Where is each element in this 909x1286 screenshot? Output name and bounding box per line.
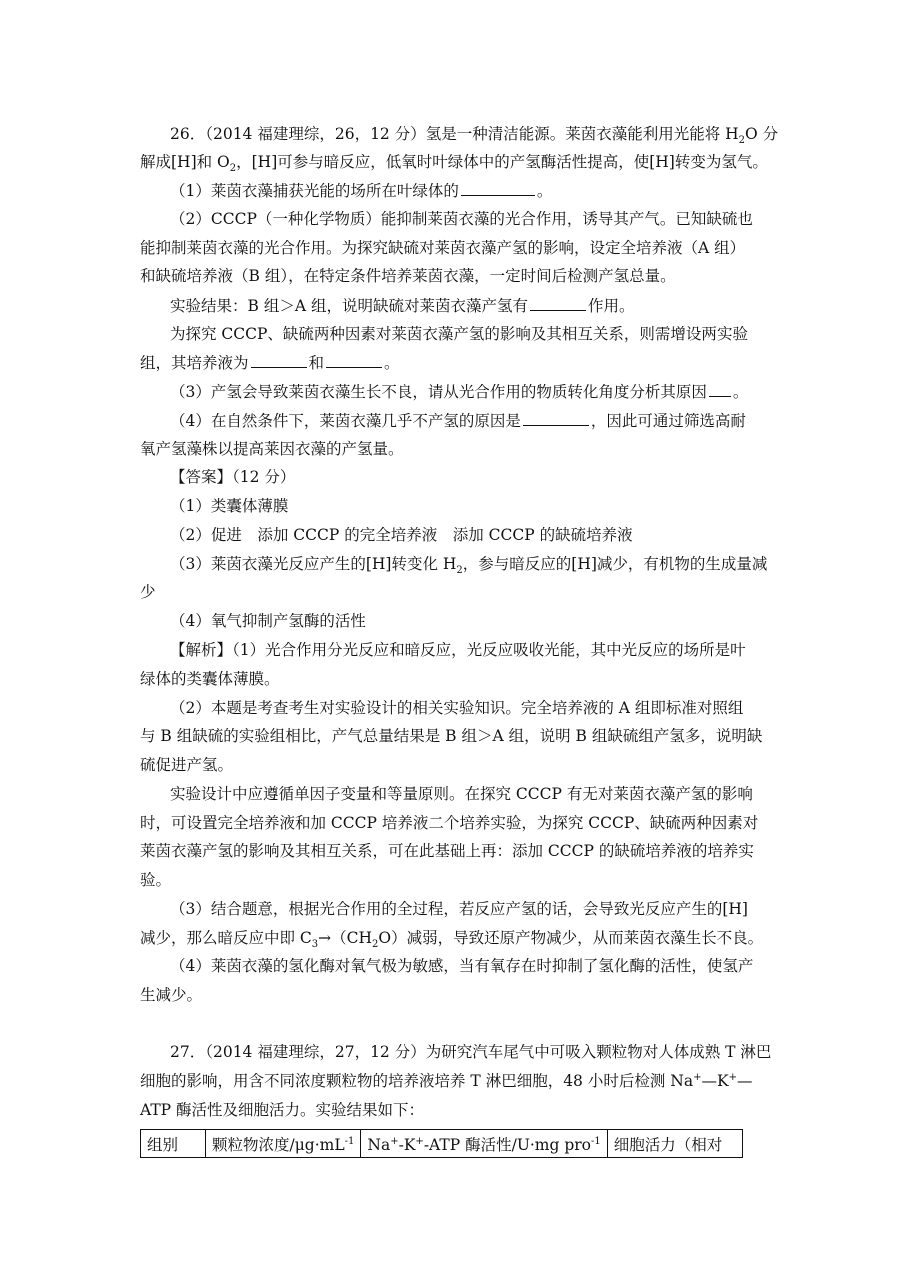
answer-3	[170, 554, 768, 577]
analysis-line-6: 实验设计中应遵循单因子变量和等量原则。在探究 CCCP 有无对莱茵衣藻产氢的影响	[170, 785, 753, 803]
q26-line-8: 为探究 CCCP、缺硫两种因素对莱茵衣藻产氢的影响及其相互关系，则需增设两实验	[170, 325, 748, 343]
text: O）减弱，导致还原产物减少，从而莱茵衣藻生长不良。	[378, 929, 764, 947]
answer-2: （2）促进 添加 CCCP 的完全培养液 添加 CCCP 的缺硫培养液	[170, 526, 633, 544]
answer-blank[interactable]	[523, 410, 589, 426]
text: O 分	[745, 125, 779, 143]
analysis-line-11	[140, 928, 764, 951]
q26-line-5: 能抑制莱茵衣藻的光合作用。为探究缺硫对莱茵衣藻产氢的影响，设定全培养液（A 组）	[140, 239, 746, 257]
text: 作用。	[587, 297, 635, 315]
text: （3）产氢会导致莱茵衣藻生长不良，请从光合作用的物质转化角度分析其原因	[170, 383, 707, 401]
text: 和	[308, 354, 325, 372]
text: 。	[732, 383, 749, 401]
q26-line-11	[170, 410, 746, 431]
superscript: +	[693, 1071, 702, 1083]
results-table	[140, 1129, 743, 1158]
text: 组别	[147, 1135, 179, 1154]
q26-line-9	[140, 352, 400, 373]
analysis-line-1: 【解析】（1）光合作用分光反应和暗反应，光反应吸收光能，其中光反应的场所是叶	[170, 641, 746, 659]
analysis-line-3: （2）本题是考查考生对实验设计的相关实验知识。完全培养液的 A 组即标准对照组	[170, 699, 744, 717]
answer-4: （4）氧气抑制产氢酶的活性	[170, 612, 366, 630]
answer-1: （1）类囊体薄膜	[170, 497, 289, 515]
text: 26．（2014 福建理综，26，12 分）氢是一种清洁能源。莱茵衣藻能利用光能将 H	[170, 125, 739, 143]
q26-line-6: 和缺硫培养液（B 组），在特定条件培养莱茵衣藻，一定时间后检测产氢总量。	[140, 267, 676, 285]
text: Na	[367, 1135, 391, 1154]
subscript: 2	[372, 939, 379, 951]
text: 。	[384, 354, 400, 372]
answer-heading: 【答案】（12 分）	[170, 468, 296, 486]
table-header-row	[141, 1130, 743, 1158]
subscript: 2	[229, 163, 237, 175]
superscript: -1	[591, 1135, 601, 1147]
subscript: 3	[311, 939, 319, 951]
q26-line-3	[170, 180, 552, 201]
superscript: +	[415, 1135, 424, 1147]
superscript: +	[728, 1071, 737, 1083]
text: -ATP 酶活性/U·mg pro	[423, 1135, 592, 1154]
q27-line-3: ATP 酶活性及细胞活力。实验结果如下：	[140, 1101, 425, 1119]
subscript: 2	[456, 565, 463, 577]
analysis-line-8: 莱茵衣藻产氢的影响及其相互关系，可在此基础上再：添加 CCCP 的缺硫培养液的培养实	[140, 842, 754, 860]
text: 实验结果：B 组＞A 组，说明缺硫对莱茵衣藻产氢有	[170, 297, 528, 315]
text: 减少，那么暗反应中即 C	[140, 929, 312, 947]
q26-line-7	[170, 295, 634, 316]
analysis-line-5: 硫促进产氢。	[140, 756, 234, 774]
analysis-line-12: （4）莱茵衣藻的氢化酶对氧气极为敏感，当有氧存在时抑制了氢化酶的活性，使氢产	[170, 957, 754, 975]
q26-line-12: 氧产氢藻株以提高莱因衣藻的产氢量。	[140, 440, 404, 458]
text: —K	[701, 1072, 729, 1090]
subscript: 2	[738, 135, 746, 147]
answer-blank[interactable]	[326, 352, 382, 368]
answer-blank[interactable]	[461, 180, 535, 196]
q26-line-4: （2）CCCP（一种化学物质）能抑制莱茵衣藻的光合作用，诱导其产气。已知缺硫也	[170, 210, 753, 228]
text: -K	[398, 1135, 416, 1154]
text: （3）莱茵衣藻光反应产生的[H]转变化 H	[170, 555, 457, 573]
text: 组，其培养液为	[140, 354, 249, 372]
text: —	[736, 1072, 753, 1090]
answer-blank[interactable]	[530, 295, 586, 311]
q27-line-2	[140, 1071, 752, 1091]
analysis-line-9: 验。	[140, 871, 172, 889]
analysis-line-2: 绿体的类囊体薄膜。	[140, 670, 280, 688]
analysis-line-7: 时，可设置完全培养液和加 CCCP 培养液二个培养实验，为探究 CCCP、缺硫两种因素对	[140, 814, 759, 832]
q26-line-1	[170, 124, 779, 147]
answer-3-cont: 少	[140, 583, 156, 601]
q26-line-2	[140, 152, 768, 175]
text: 细胞活力（相对	[613, 1135, 723, 1154]
text: ，[H]可参与暗反应，低氧时叶绿体中的产氢酶活性提高，使[H]转变为氢气。	[236, 153, 768, 171]
table-header-cell	[141, 1130, 206, 1158]
text: （1）莱茵衣藻捕获光能的场所在叶绿体的	[170, 182, 459, 200]
analysis-line-13: 生减少。	[140, 986, 203, 1004]
superscript: +	[390, 1135, 399, 1147]
table-header-cell	[206, 1130, 361, 1158]
text: ，因此可通过筛选高耐	[590, 412, 746, 430]
text: 解成[H]和 O	[140, 153, 230, 171]
text: 细胞的影响，用含不同浓度颗粒物的培养液培养 T 淋巴细胞，48 小时后检测 Na	[140, 1072, 694, 1090]
text: →（CH	[318, 929, 373, 947]
text: 颗粒物浓度/μg·mL	[212, 1135, 345, 1154]
text: 。	[536, 182, 553, 200]
q27-line-1: 27．（2014 福建理综，27，12 分）为研究汽车尾气中可吸入颗粒物对人体成熟 T 淋巴	[170, 1043, 772, 1061]
text: （4）在自然条件下，莱茵衣藻几乎不产氢的原因是	[170, 412, 521, 430]
q26-line-10	[170, 381, 748, 402]
text: ，参与暗反应的[H]减少，有机物的生成量减	[462, 555, 768, 573]
analysis-line-4: 与 B 组缺硫的实验组相比，产气总量结果是 B 组＞A 组，说明 B 组缺硫组产氢多，说明缺	[140, 727, 763, 745]
analysis-line-10: （3）结合题意，根据光合作用的全过程，若反应产氢的话，会导致光反应产生的[H]	[170, 900, 748, 918]
answer-blank[interactable]	[251, 352, 307, 368]
answer-blank[interactable]	[709, 381, 731, 397]
table-header-cell	[607, 1130, 742, 1158]
superscript: -1	[344, 1135, 355, 1147]
table-header-cell	[361, 1130, 607, 1158]
